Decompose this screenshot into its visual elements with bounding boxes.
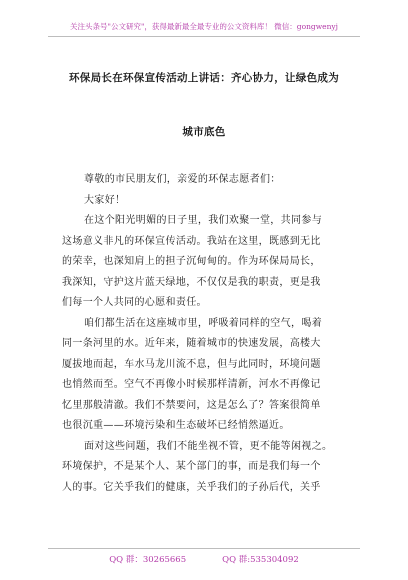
- paragraph-line: 在这个阳光明媚的日子里，我们欢聚一堂，共同参与: [84, 215, 323, 226]
- paragraph-line: 这场意义非凡的环保宣传活动。我站在这里，既感到无比: [62, 235, 321, 247]
- salutation-line: 尊敬的市民朋友们，亲爱的环保志愿者们：: [84, 174, 281, 185]
- paragraph-line: 环境保护，不是某个人、某个部门的事，而是我们每一个: [62, 461, 321, 472]
- paragraph-line: 们每一个人共同的心愿和责任。: [62, 297, 207, 308]
- footer-qq-group-2: QQ 群:535304092: [222, 555, 299, 565]
- paragraph-line: 面对这些问题，我们不能坐视不管，更不能等闲视之。: [84, 440, 333, 452]
- document-title-line2: 城市底色: [182, 126, 226, 138]
- page-header: [48, 14, 360, 37]
- footer-qq-group-1: QQ 群：30265665: [109, 555, 187, 565]
- page-footer: [48, 548, 360, 571]
- greeting-line: 大家好！: [84, 194, 126, 206]
- paragraph-line: 也很沉重——环境污染和生态破坏已经悄然逼近。: [62, 420, 290, 431]
- document-body: [62, 170, 350, 498]
- header-promo-text: 关注头条号"公文研究"，获得最新最全最专业的公文资料库！ 微信：gongwenyj: [70, 22, 338, 31]
- paragraph-line: 的荣幸，也深知肩上的担子沉甸甸的。作为环保局局长，: [62, 256, 321, 267]
- paragraph-line: 我深知，守护这片蓝天绿地，不仅仅是我的职责，更是我: [62, 276, 321, 288]
- paragraph-line: 忆里那般清澈。我们不禁要问，这是怎么了？答案很简单: [62, 399, 321, 411]
- document-title-line1: 环保局长在环保宣传活动上讲话：齐心协力，让绿色成为: [69, 72, 339, 84]
- paragraph-line: 厦拔地而起，车水马龙川流不息，但与此同时，环境问题: [62, 358, 321, 370]
- paragraph-line: 咱们都生活在这座城市里，呼吸着同样的空气，喝着: [84, 317, 323, 329]
- paragraph-line: 同一条河里的水。近年来，随着城市的快速发展，高楼大: [62, 338, 321, 349]
- paragraph-line: 人的事。它关乎我们的健康，关乎我们的子孙后代，关乎: [62, 481, 321, 493]
- paragraph-line: 也悄然而至。空气不再像小时候那样清新，河水不再像记: [62, 379, 321, 390]
